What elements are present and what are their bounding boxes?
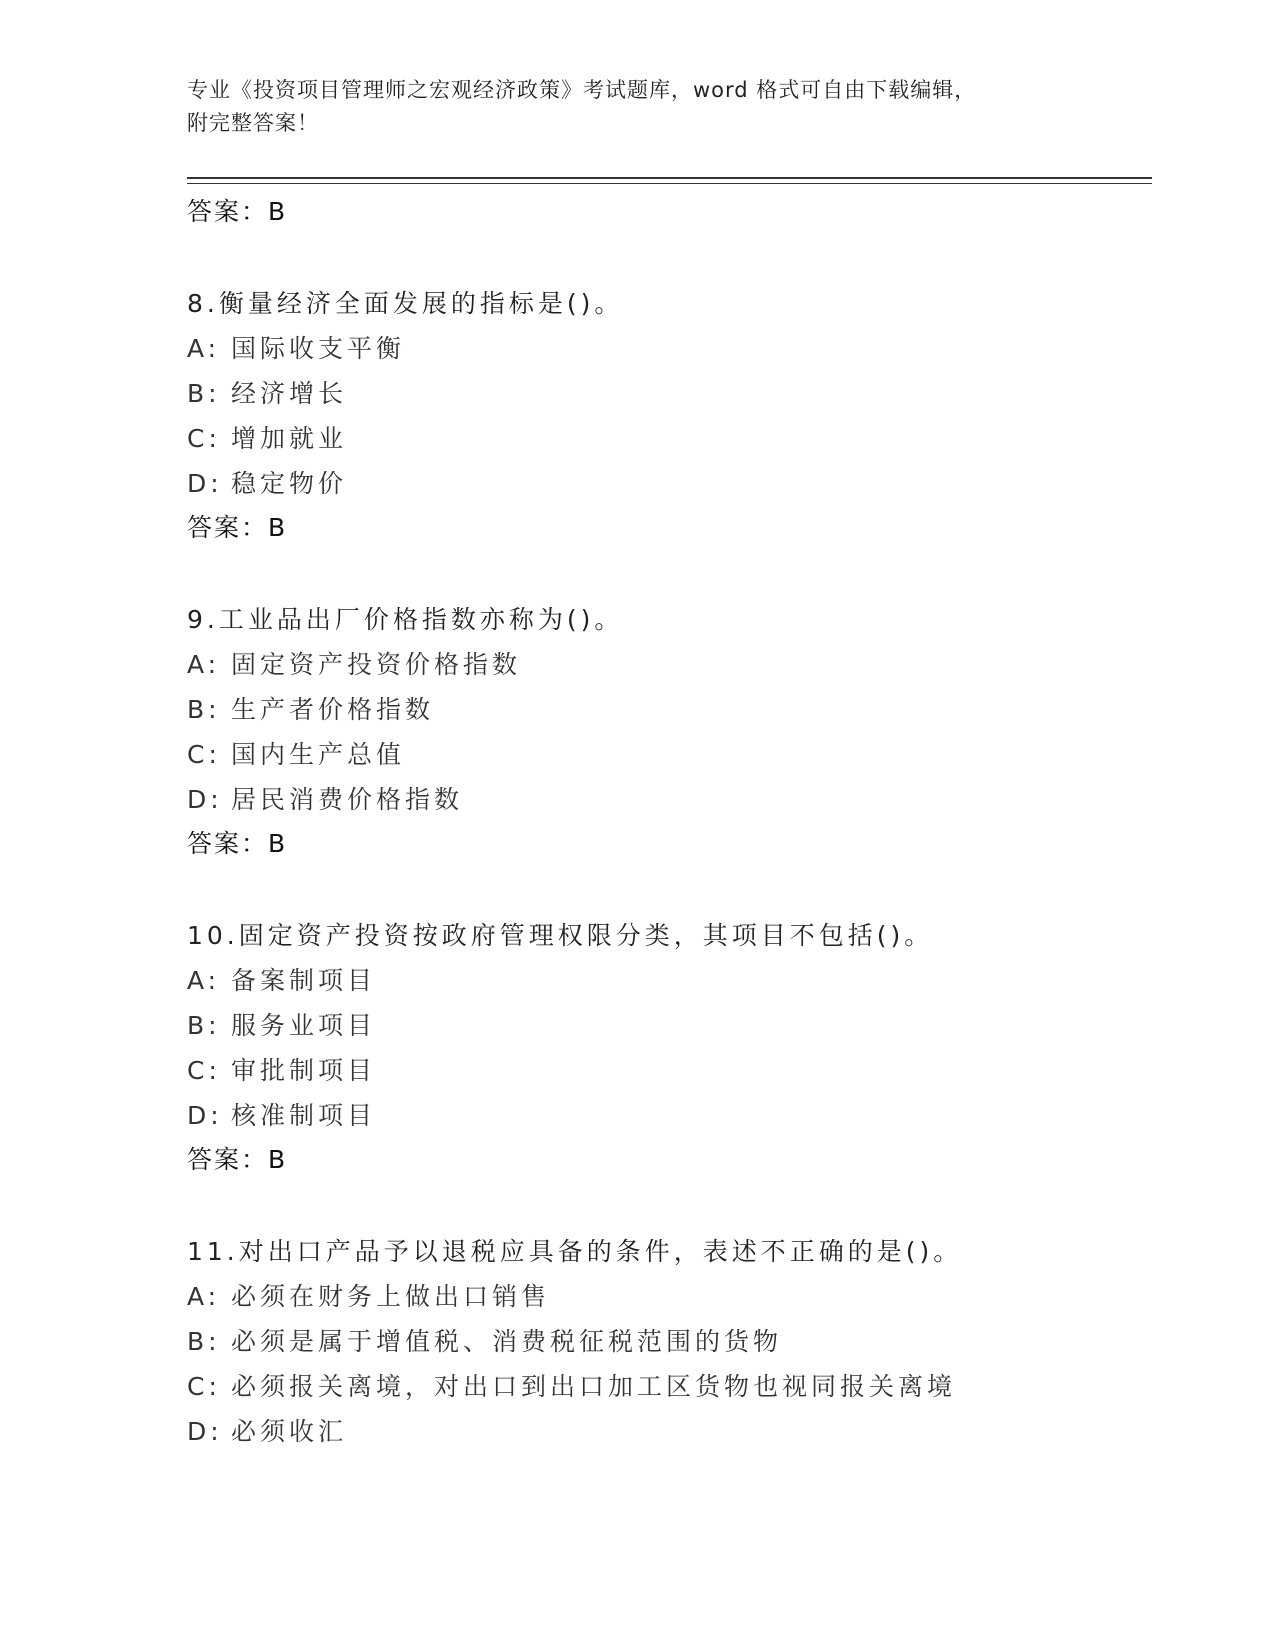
previous-question-answer: 答案：B [187, 197, 288, 226]
option-letter: B: [187, 379, 221, 408]
option-letter: A: [187, 334, 221, 363]
option-d [187, 461, 1152, 506]
option-text: 国际收支平衡 [231, 334, 406, 363]
header-divider-thin [187, 183, 1152, 184]
option-text: 增加就业 [231, 424, 348, 453]
option-c [187, 416, 1152, 461]
option-text: 必须在财务上做出口销售 [231, 1282, 551, 1311]
question-11 [187, 1229, 1152, 1454]
question-stem: 11.对出口产品予以退税应具备的条件，表述不正确的是()。 [187, 1237, 963, 1266]
option-d [187, 777, 1152, 822]
option-text: 审批制项目 [231, 1056, 377, 1085]
option-text: 必须是属于增值税、消费税征税范围的货物 [231, 1327, 783, 1356]
option-letter: C: [187, 740, 221, 769]
option-text: 稳定物价 [231, 469, 348, 498]
document-header [187, 74, 1067, 140]
question-8 [187, 281, 1152, 550]
option-c [187, 1364, 1152, 1409]
option-text: 必须报关离境，对出口到出口加工区货物也视同报关离境 [231, 1372, 957, 1401]
option-d [187, 1409, 1152, 1454]
option-letter: C: [187, 1372, 221, 1401]
answer-line: 答案：B [187, 829, 288, 858]
question-stem: 9.工业品出厂价格指数亦称为()。 [187, 605, 624, 634]
option-letter: A: [187, 1282, 221, 1311]
option-letter: A: [187, 650, 221, 679]
question-stem: 8.衡量经济全面发展的指标是()。 [187, 289, 624, 318]
option-letter: D: [187, 785, 223, 814]
option-letter: B: [187, 695, 221, 724]
option-text: 备案制项目 [231, 966, 377, 995]
option-b [187, 687, 1152, 732]
option-text: 固定资产投资价格指数 [231, 650, 522, 679]
option-text: 居民消费价格指数 [231, 785, 464, 814]
option-b [187, 371, 1152, 416]
option-b [187, 1003, 1152, 1048]
header-divider-thick [187, 177, 1152, 179]
option-text: 必须收汇 [231, 1417, 348, 1446]
question-10 [187, 913, 1152, 1182]
option-text: 生产者价格指数 [231, 695, 435, 724]
question-stem: 10.固定资产投资按政府管理权限分类，其项目不包括()。 [187, 921, 934, 950]
option-letter: B: [187, 1011, 221, 1040]
option-a [187, 642, 1152, 687]
option-letter: D: [187, 1417, 223, 1446]
header-line-1: 专业《投资项目管理师之宏观经济政策》考试题库，word 格式可自由下载编辑， [187, 78, 977, 102]
option-a [187, 326, 1152, 371]
option-text: 核准制项目 [231, 1101, 377, 1130]
option-a [187, 958, 1152, 1003]
header-line-2: 附完整答案！ [187, 111, 319, 135]
option-b [187, 1319, 1152, 1364]
question-list [187, 190, 1152, 1501]
question-9 [187, 597, 1152, 866]
option-a [187, 1274, 1152, 1319]
option-letter: A: [187, 966, 221, 995]
option-text: 国内生产总值 [231, 740, 406, 769]
option-letter: D: [187, 469, 223, 498]
option-text: 经济增长 [231, 379, 348, 408]
option-c [187, 732, 1152, 777]
option-letter: B: [187, 1327, 221, 1356]
option-d [187, 1093, 1152, 1138]
answer-line: 答案：B [187, 513, 288, 542]
option-c [187, 1048, 1152, 1093]
option-letter: D: [187, 1101, 223, 1130]
option-letter: C: [187, 1056, 221, 1085]
option-text: 服务业项目 [231, 1011, 377, 1040]
option-letter: C: [187, 424, 221, 453]
answer-line: 答案：B [187, 1145, 288, 1174]
